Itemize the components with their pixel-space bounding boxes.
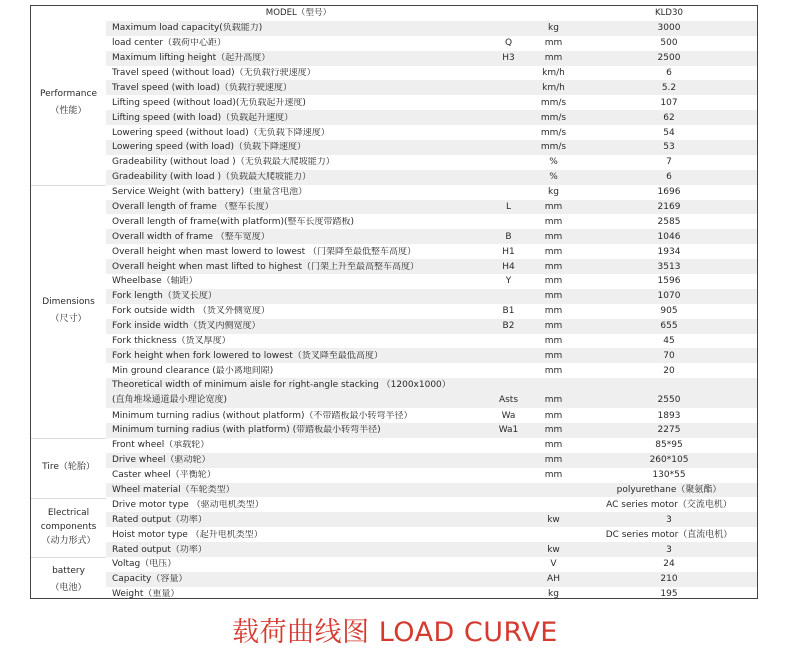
param-value: 3513 (657, 261, 681, 272)
param-name: Capacity（容量） (112, 574, 188, 585)
table-row (106, 408, 757, 423)
table-row (106, 214, 757, 229)
param-unit: mm (544, 440, 563, 451)
param-value: 107 (660, 97, 678, 108)
table-row (106, 527, 757, 542)
param-name: Rated output（功率） (112, 544, 207, 555)
table-row (106, 363, 757, 378)
spec-table (30, 5, 758, 599)
param-code: Q (504, 38, 513, 49)
param-value: 210 (660, 574, 678, 585)
table-row (106, 512, 757, 527)
param-value: 1893 (657, 410, 681, 421)
param-name: Fork outside width （货叉外侧宽度） (112, 306, 270, 317)
param-unit: mm (544, 291, 563, 302)
param-value: 260*105 (649, 455, 689, 466)
param-unit: mm (544, 38, 563, 49)
param-unit: mm (544, 455, 563, 466)
param-name: Lifting speed (without load)(无负载起升速度) (112, 97, 306, 108)
table-row (106, 468, 757, 483)
table-row (106, 200, 757, 215)
group-dimensions (31, 185, 106, 438)
table-row (106, 66, 757, 81)
model-header-row (106, 6, 757, 21)
group-tire-label: Tire（轮胎） (42, 462, 95, 473)
param-value: 85*95 (655, 440, 683, 451)
param-value: 20 (663, 365, 675, 376)
param-value: 1696 (657, 187, 681, 198)
param-unit: mm (544, 425, 563, 436)
table-row (106, 453, 757, 468)
table-row (106, 319, 757, 334)
group-dimensions-cn: （尺寸） (50, 314, 87, 325)
param-name: Gradeability (with load )（负载最大爬坡能力） (112, 172, 311, 183)
param-name: Wheel material（车轮类型） (112, 484, 235, 495)
table-row (106, 348, 757, 363)
param-value: 6 (666, 172, 672, 183)
param-unit: mm (544, 395, 563, 406)
param-value: 195 (660, 589, 678, 599)
param-name: Overall length of frame(with platform)(整车长度带踏板) (112, 216, 355, 227)
param-value: 1934 (657, 246, 681, 257)
table-row (106, 229, 757, 244)
param-name: Overall length of frame （整车长度） (112, 202, 274, 213)
param-value: 130*55 (652, 470, 686, 481)
group-battery-cn: （电池） (50, 582, 87, 593)
table-row (106, 497, 757, 512)
param-name: Front wheel（承载轮） (112, 440, 210, 451)
table-row (106, 244, 757, 259)
param-name: Voltag（电压） (112, 559, 177, 570)
table-row (106, 140, 757, 155)
param-name: Travel speed (without load)（无负载行驶速度） (112, 68, 316, 78)
param-unit: mm (544, 216, 563, 227)
param-code: Wa1 (498, 425, 519, 436)
param-value: 2550 (657, 395, 681, 406)
param-unit: kw (547, 544, 560, 555)
param-value: 655 (660, 321, 678, 332)
param-value: 1596 (657, 276, 681, 287)
param-name: Lowering speed (without load)（无负载下降速度） (112, 127, 330, 138)
table-row (106, 572, 757, 587)
param-unit: mm (544, 350, 563, 361)
param-value: 500 (660, 38, 678, 49)
param-value: 2275 (657, 425, 681, 436)
group-electrical-en2: components (40, 522, 97, 533)
param-name: Fork thickness（货叉厚度） (112, 336, 231, 347)
param-name: Minimum turning radius (with platform) (带踏板最小转弯半径) (112, 425, 381, 436)
table-row (106, 274, 757, 289)
table-row (106, 80, 757, 95)
param-value: 62 (663, 112, 675, 123)
param-value: 905 (660, 306, 678, 317)
table-row (106, 587, 757, 599)
param-unit: mm (544, 410, 563, 421)
group-electrical (31, 498, 106, 558)
param-value: DC series motor（直流电机） (605, 529, 733, 540)
param-unit: kg (548, 589, 559, 599)
param-name: Overall height when mast lifted to highest（门架上升至最高整车高度） (112, 261, 420, 272)
param-value: 2169 (657, 202, 681, 213)
param-value: 3000 (657, 23, 681, 34)
param-name (106, 378, 491, 408)
group-electrical-en1: Electrical (47, 508, 90, 519)
table-row (106, 483, 757, 498)
param-value: 1046 (657, 231, 681, 242)
param-unit: mm (544, 261, 563, 272)
table-row (106, 542, 757, 557)
param-name: Drive motor type （驱动电机类型） (112, 499, 264, 510)
param-value: 6 (666, 68, 672, 78)
param-name: Minimum turning radius (without platform)（不带踏板最小转弯半径） (112, 410, 413, 421)
param-unit: mm (544, 336, 563, 347)
param-value: 2585 (657, 216, 681, 227)
group-dimensions-en: Dimensions (42, 297, 95, 308)
param-name: Service Weight (with battery)（重量含电池） (112, 187, 308, 198)
table-row (106, 259, 757, 274)
param-name: Rated output（功率） (112, 514, 207, 525)
param-code: Y (505, 276, 512, 287)
table-row (106, 51, 757, 66)
param-unit: mm (544, 53, 563, 64)
param-unit: % (549, 172, 558, 183)
table-row (106, 304, 757, 319)
param-value: 54 (663, 127, 675, 138)
table-row (106, 36, 757, 51)
param-name: Lowering speed (with load)（负载下降速度） (112, 142, 307, 153)
param-unit: mm/s (540, 97, 567, 108)
param-value: 5.2 (661, 82, 677, 93)
param-name: Wheelbase（轴距） (112, 276, 198, 287)
param-name: Fork length（货叉长度） (112, 291, 217, 302)
param-value: 70 (663, 350, 675, 361)
table-row (106, 438, 757, 453)
param-unit: mm (544, 202, 563, 213)
param-name: Fork height when fork lowered to lowest（货叉降至最低高度） (112, 350, 383, 361)
param-unit: mm (544, 306, 563, 317)
param-name: Overall height when mast lowerd to lowest （门架降至最低整车高度） (112, 246, 417, 257)
param-code: B (505, 231, 512, 242)
table-row (106, 557, 757, 572)
param-unit: mm (544, 246, 563, 257)
table-row (106, 155, 757, 170)
param-code: L (505, 202, 511, 213)
table-row (106, 110, 757, 125)
param-code: B1 (502, 306, 515, 317)
param-unit: V (550, 559, 557, 570)
param-value: 3 (666, 514, 672, 525)
param-unit: km/h (542, 82, 565, 93)
table-row (106, 21, 757, 36)
param-code: H3 (502, 53, 515, 64)
table-row (106, 95, 757, 110)
param-value: polyurethane（聚氨酯） (616, 484, 722, 495)
table-row (106, 170, 757, 185)
group-electrical-cn: （动力形式） (41, 536, 96, 547)
group-battery-en: battery (52, 565, 85, 576)
model-label: MODEL（型号） (265, 8, 332, 19)
param-unit: AH (547, 574, 560, 585)
param-unit: mm (544, 276, 563, 287)
param-unit: mm/s (540, 127, 567, 138)
group-column (31, 6, 106, 598)
param-unit: mm (544, 365, 563, 376)
spec-rows (106, 6, 757, 599)
param-code: H1 (502, 246, 515, 257)
param-value: 1070 (657, 291, 681, 302)
param-name-line1: Theoretical width of minimum aisle for right-angle stacking （1200x1000） (112, 380, 451, 391)
param-name-line2: (直角堆垛通道最小理论宽度) (112, 395, 228, 406)
param-name: Hoist motor type （起升电机类型） (112, 529, 263, 540)
param-unit: kg (548, 187, 559, 198)
table-row (106, 423, 757, 438)
group-battery (31, 557, 106, 599)
param-code: Asts (498, 395, 519, 406)
param-unit: kw (547, 514, 560, 525)
param-name: Weight（重量） (112, 589, 180, 599)
param-name: Maximum load capacity(负载能力) (112, 23, 263, 34)
param-name: Drive wheel（驱动轮） (112, 455, 211, 466)
param-value: 45 (663, 336, 675, 347)
param-value: AC series motor（交流电机） (606, 499, 732, 510)
param-code: Wa (501, 410, 516, 421)
param-name: Travel speed (with load)（负载行驶速度） (112, 82, 292, 93)
param-unit: % (549, 157, 558, 168)
param-unit: mm/s (540, 142, 567, 153)
param-name: load center（载荷中心距） (112, 38, 227, 49)
param-name: Lifting speed (with load)（负载起升速度） (112, 112, 294, 123)
table-row (106, 125, 757, 140)
param-name: Overall width of frame （整车宽度） (112, 231, 270, 242)
load-curve-title: 载荷曲线图 LOAD CURVE (232, 617, 558, 648)
param-name: Min ground clearance (最小离地间隙) (112, 365, 274, 376)
param-name: Fork inside width（货叉内侧宽度） (112, 321, 261, 332)
param-unit: mm (544, 321, 563, 332)
param-name: Gradeability (without load )（无负载最大爬坡能力） (112, 157, 335, 168)
group-performance-cn: （性能） (50, 105, 87, 116)
param-unit: mm (544, 231, 563, 242)
group-performance (31, 21, 106, 185)
table-row (106, 289, 757, 304)
param-code: B2 (502, 321, 515, 332)
param-value: 24 (663, 559, 675, 570)
param-value: 2500 (657, 53, 681, 64)
group-tire (31, 438, 106, 498)
param-unit: mm/s (540, 112, 567, 123)
param-unit: mm (544, 470, 563, 481)
table-row (106, 334, 757, 349)
model-value: KLD30 (655, 8, 683, 19)
param-name: Caster wheel（平衡轮） (112, 470, 216, 481)
group-performance-en: Performance (39, 88, 98, 99)
param-value: 3 (666, 544, 672, 555)
param-unit: km/h (542, 68, 565, 78)
table-row (106, 378, 757, 408)
param-code: H4 (502, 261, 515, 272)
param-name: Maximum lifting height（起升高度） (112, 53, 271, 64)
param-value: 7 (666, 157, 672, 168)
table-row (106, 185, 757, 200)
param-unit: kg (548, 23, 559, 34)
param-value: 53 (663, 142, 675, 153)
